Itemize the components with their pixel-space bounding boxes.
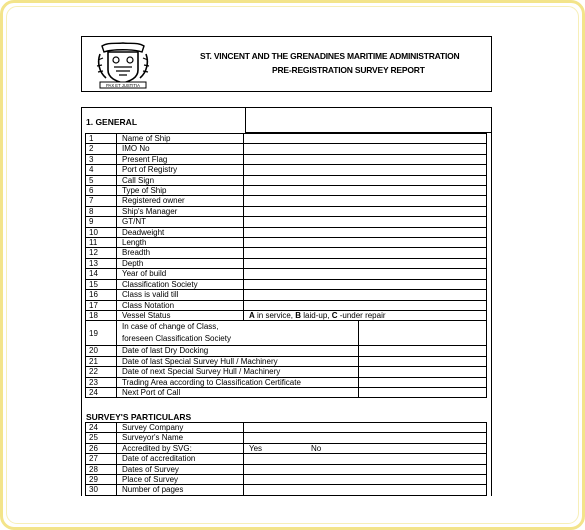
row-value-field[interactable] [244,175,487,185]
row-number: 23 [86,377,117,387]
status-option-text: -under repair [337,310,386,320]
row-value-field[interactable] [244,475,487,485]
row-value-field[interactable] [359,346,487,356]
accredited-no-option[interactable]: No [311,443,322,453]
row-number: 8 [86,206,117,216]
row-label: GT/NT [117,217,244,227]
row-label-multiline [117,321,359,346]
row-number: 6 [86,186,117,196]
row-value-field[interactable] [244,300,487,310]
row-number: 21 [86,356,117,366]
row-label: Class is valid till [117,290,244,300]
row-number: 15 [86,279,117,289]
row-value-field[interactable] [244,258,487,268]
table-row [86,154,487,164]
table-row [86,227,487,237]
row-label: Date of last Special Survey Hull / Machinery [117,356,359,366]
row-label: Name of Ship [117,134,244,144]
table-row [86,475,487,485]
row-label: Breadth [117,248,244,258]
table-row [86,454,487,464]
row-label: IMO No [117,144,244,154]
row-label: Date of accreditation [117,454,244,464]
row-value-field[interactable] [244,227,487,237]
row-number: 1 [86,134,117,144]
surveys-table [85,422,487,496]
row-number: 26 [86,443,117,453]
row-label: Deadweight [117,227,244,237]
row-value-field[interactable] [244,196,487,206]
row-label: Surveyor's Name [117,433,244,443]
row-number: 27 [86,454,117,464]
status-option-letter: B [295,310,302,320]
row-value-field[interactable] [244,269,487,279]
status-option-text: in service, [254,310,296,320]
row-number: 17 [86,300,117,310]
status-option-letter: A [249,310,255,320]
section-heading-general: 1. GENERAL [86,117,138,127]
table-row [86,423,487,433]
coat-of-arms-logo [94,40,152,90]
table-row [86,433,487,443]
row-value-field[interactable] [359,367,487,377]
row-label: Accredited by SVG: [117,443,244,453]
row-value-field[interactable] [244,248,487,258]
row-number: 4 [86,165,117,175]
table-row [86,290,487,300]
table-row [86,310,487,320]
row-value-field[interactable] [244,165,487,175]
row-number: 5 [86,175,117,185]
row-number: 28 [86,464,117,474]
table-row [86,269,487,279]
table-row [86,443,487,453]
general-header-box [245,107,492,133]
row-label-line: foreseen Classification Society [122,334,231,344]
row-label: Ship's Manager [117,206,244,216]
table-row [86,144,487,154]
row-label-line: In case of change of Class, [122,322,219,332]
row-value-field[interactable] [359,377,487,387]
table-row [86,485,487,495]
row-number: 13 [86,258,117,268]
row-number: 20 [86,346,117,356]
row-number: 11 [86,238,117,248]
row-number: 14 [86,269,117,279]
row-label: Present Flag [117,154,244,164]
vessel-status-options[interactable] [244,310,487,320]
row-label: Registered owner [117,196,244,206]
row-number: 16 [86,290,117,300]
row-label: Year of build [117,269,244,279]
section-heading-surveys: SURVEY'S PARTICULARS [86,412,192,422]
report-title: PRE-REGISTRATION SURVEY REPORT [272,65,425,75]
table-row [86,238,487,248]
org-title: ST. VINCENT AND THE GRENADINES MARITIME ADMINISTRATION [200,51,460,61]
row-label: Classification Society [117,279,244,289]
row-number: 24 [86,423,117,433]
row-value-field[interactable] [244,238,487,248]
survey-report-sheet [81,36,493,496]
row-value-field[interactable] [244,217,487,227]
table-row [86,165,487,175]
row-label: Length [117,238,244,248]
row-number: 18 [86,310,117,320]
row-value-field[interactable] [244,134,487,144]
row-label: Date of last Dry Docking [117,346,359,356]
row-label: Vessel Status [117,310,244,320]
row-value-field[interactable] [244,433,487,443]
row-number: 25 [86,433,117,443]
row-label: Dates of Survey [117,464,244,474]
table-row [86,175,487,185]
status-option-text: laid-up, [301,310,332,320]
status-option-letter: C [331,310,338,320]
row-value-field[interactable] [359,321,487,346]
row-label: Port of Registry [117,165,244,175]
row-label: Survey Company [117,423,244,433]
row-number: 22 [86,367,117,377]
row-label: Next Port of Call [117,387,359,397]
table-row [86,248,487,258]
accreditation-options[interactable] [244,443,487,453]
general-table [85,133,487,398]
row-label: Class Notation [117,300,244,310]
row-number: 9 [86,217,117,227]
row-label: Number of pages [117,485,244,495]
row-value-field[interactable] [244,485,487,495]
row-number: 19 [86,321,117,346]
table-row [86,217,487,227]
row-value-field[interactable] [244,279,487,289]
row-value-field[interactable] [244,464,487,474]
row-label: Depth [117,258,244,268]
row-label: Call Sign [117,175,244,185]
table-row [86,356,487,366]
row-number: 12 [86,248,117,258]
report-header [81,36,492,92]
table-row [86,377,487,387]
row-value-field[interactable] [244,144,487,154]
row-value-field[interactable] [244,290,487,300]
row-value-field[interactable] [244,186,487,196]
table-row [86,464,487,474]
row-value-field[interactable] [244,454,487,464]
row-value-field[interactable] [244,154,487,164]
table-row [86,279,487,289]
row-value-field[interactable] [244,206,487,216]
table-row [86,206,487,216]
table-row [86,387,487,397]
table-row [86,346,487,356]
row-number: 29 [86,475,117,485]
table-row [86,300,487,310]
table-row [86,196,487,206]
logo-motto: PAX ET JUSTITIA [106,83,140,88]
table-row [86,321,487,346]
row-value-field[interactable] [359,356,487,366]
row-number: 24 [86,387,117,397]
row-label: Date of next Special Survey Hull / Machinery [117,367,359,377]
row-value-field[interactable] [359,387,487,397]
row-label: Trading Area according to Classification Certificate [117,377,359,387]
row-label: Place of Survey [117,475,244,485]
row-number: 7 [86,196,117,206]
accredited-yes-option[interactable]: Yes [249,443,263,453]
row-number: 3 [86,154,117,164]
table-row [86,258,487,268]
table-row [86,134,487,144]
row-number: 2 [86,144,117,154]
table-row [86,186,487,196]
row-number: 10 [86,227,117,237]
row-number: 30 [86,485,117,495]
row-label: Type of Ship [117,186,244,196]
table-row [86,367,487,377]
row-value-field[interactable] [244,423,487,433]
